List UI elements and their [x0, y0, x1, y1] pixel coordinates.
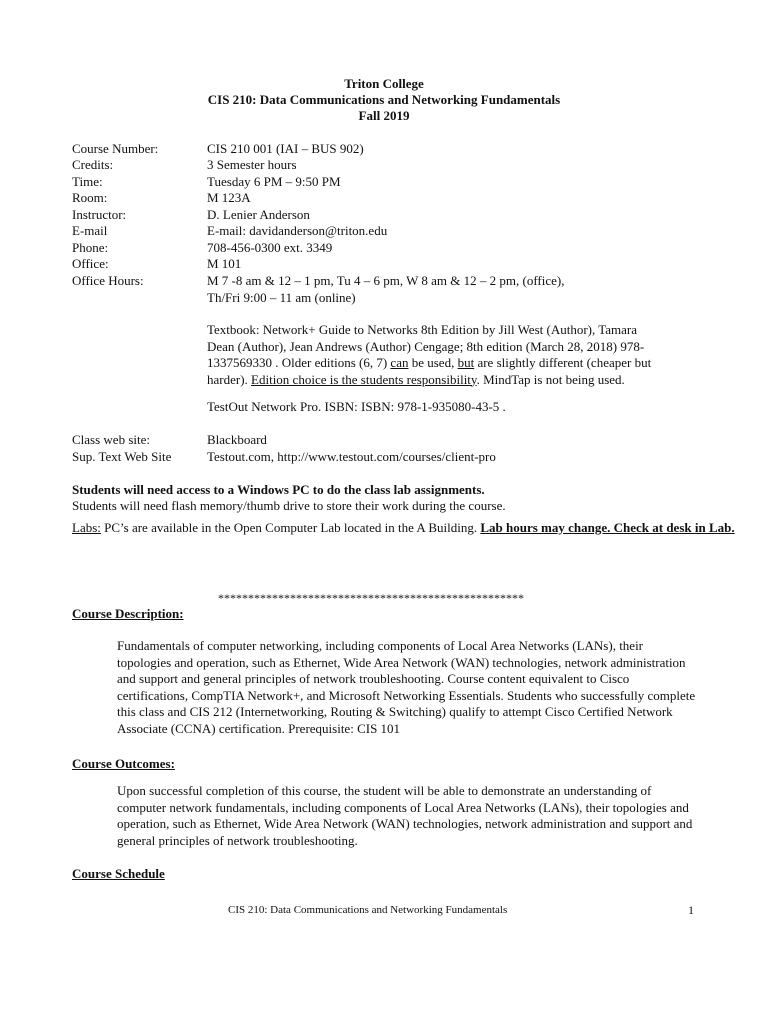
- office-hours-line2: Th/Fri 9:00 – 11 am (online): [207, 290, 356, 305]
- web-label: Sup. Text Web Site: [72, 449, 172, 464]
- office-hours-value: M 7 -8 am & 12 – 1 pm, Tu 4 – 6 pm, W 8 am & 12 – 2 pm, (office),: [207, 273, 565, 288]
- labs-text: PC’s are available in the Open Computer Lab located in the A Building.: [100, 520, 481, 535]
- labs-paragraph: [72, 520, 747, 537]
- textbook-text: . MindTap is not being used.: [476, 371, 625, 387]
- page-number: 1: [688, 903, 694, 917]
- testout-isbn: TestOut Network Pro. ISBN: ISBN: 978-1-935080-43-5 .: [207, 399, 506, 414]
- labs-label: Labs:: [72, 520, 101, 535]
- info-value: D. Lenier Anderson: [207, 207, 310, 222]
- info-value: CIS 210 001 (IAI – BUS 902): [207, 141, 364, 156]
- info-label: Time:: [72, 174, 103, 189]
- web-label: Class web site:: [72, 432, 150, 447]
- info-value: 3 Semester hours: [207, 157, 297, 172]
- textbook-paragraph: [207, 322, 667, 388]
- footer-title: CIS 210: Data Communications and Networking Fundamentals: [228, 904, 508, 916]
- info-label: Office:: [72, 256, 109, 271]
- course-description-heading: Course Description:: [72, 606, 184, 621]
- textbook-can: can: [390, 355, 409, 370]
- info-label: Instructor:: [72, 207, 127, 222]
- term: Fall 2019: [358, 108, 410, 123]
- edition-choice-note: Edition choice is the students responsibility: [251, 371, 477, 387]
- web-value: Testout.com, http://www.testout.com/courses/client-pro: [207, 449, 496, 464]
- course-outcomes-heading: Course Outcomes:: [72, 756, 175, 771]
- asterisk-divider: ***************************************************: [218, 591, 524, 605]
- info-value: 708-456-0300 ext. 3349: [207, 240, 333, 255]
- info-label: Room:: [72, 190, 108, 205]
- info-label: Office Hours:: [72, 273, 144, 288]
- pc-access-note: Students will need access to a Windows PC to do the class lab assignments.: [72, 482, 485, 497]
- course-schedule-heading: Course Schedule: [72, 866, 165, 881]
- info-label: Credits:: [72, 157, 114, 172]
- college-name: Triton College: [344, 76, 424, 91]
- textbook-but: but: [457, 355, 475, 370]
- course-description-body: Fundamentals of computer networking, including components of Local Area Networks (LANs), their topologies and operation, such as Ethernet, Wide Area Network (WAN) technologies, network administration and support and general principles of network troubleshooting. Course content equivalent to Cisco certifications, CompTIA Network+, and Microsoft Networking Essentials. Students who successfully complete this class and CIS 212 (Internetworking, Routing & Switching) qualify to attempt Cisco Certified Network Associate (CCNA) certification. Prerequisite: CIS 101: [117, 638, 696, 736]
- info-value: Tuesday 6 PM – 9:50 PM: [207, 174, 341, 189]
- textbook-text: be used,: [408, 355, 458, 370]
- textbook-text: Textbook: Network+ Guide to Networks 8th Edition by Jill West (Author), Tamara Dean (Author), Jean Andrews (Author) Cengage; 8th edition (March 28, 2018) 978-1337569330 . Older editions (6, 7): [207, 322, 645, 370]
- textbook-text: are slightly different (cheaper but harder).: [207, 355, 652, 387]
- info-value: M 123A: [207, 190, 251, 205]
- info-label: Course Number:: [72, 141, 159, 156]
- course-outcomes-body: Upon successful completion of this course, the student will be able to demonstrate an understanding of computer network fundamentals, including components of Local Area Networks (LANs), their topologies and operation, such as Ethernet, Wide Area Network (WAN) technologies, network administration and support and general principles of network troubleshooting.: [117, 783, 693, 848]
- course-title: CIS 210: Data Communications and Networking Fundamentals: [207, 92, 561, 107]
- info-label: E-mail: [72, 223, 108, 238]
- web-value: Blackboard: [207, 432, 267, 447]
- email-value: E-mail: davidanderson@triton.edu: [207, 223, 388, 238]
- flash-drive-note: Students will need flash memory/thumb drive to store their work during the course.: [72, 498, 506, 513]
- info-label: Phone:: [72, 240, 109, 255]
- info-value: M 101: [207, 256, 242, 271]
- labs-hours-note: Lab hours may change. Check at desk in Lab.: [480, 520, 735, 535]
